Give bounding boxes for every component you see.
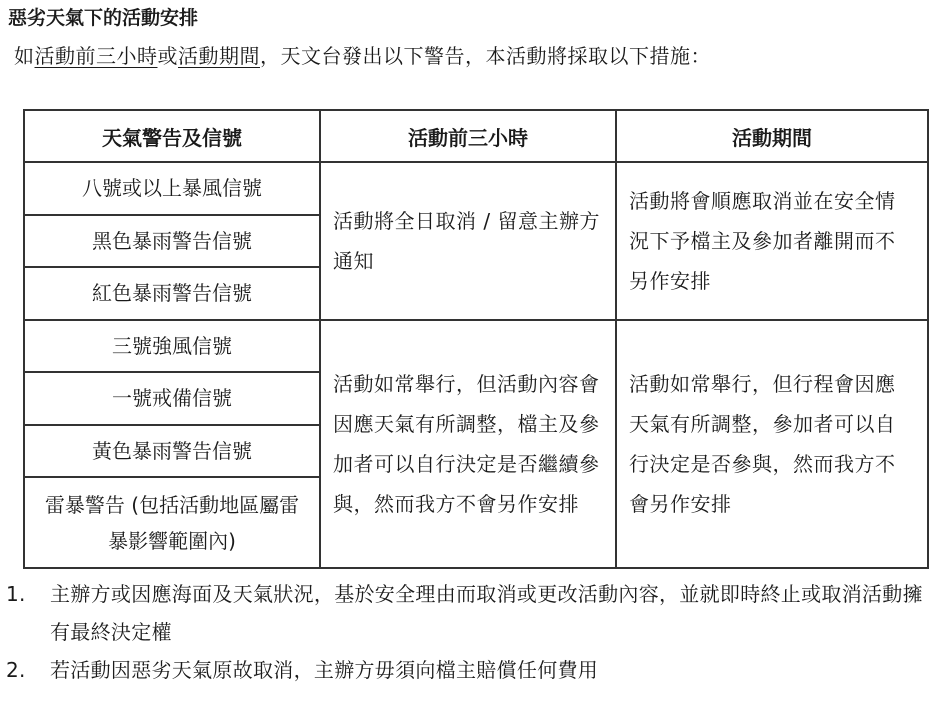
table-row bbox=[24, 320, 928, 373]
intro-underlined-during: 活動期間 bbox=[178, 44, 260, 68]
page-title: 惡劣天氣下的活動安排 bbox=[8, 7, 199, 29]
note-number: 2. bbox=[6, 658, 26, 682]
intro-text: ，天文台發出以下警告，本活動將採取以下措施： bbox=[260, 44, 711, 68]
table-row bbox=[24, 162, 928, 215]
signal-cell: 三號強風信號 bbox=[24, 320, 320, 373]
action-during-cell: 活動如常舉行，但行程會因應天氣有所調整，參加者可以自行決定是否參與，然而我方不會另作安排 bbox=[616, 320, 928, 568]
signal-cell: 黑色暴雨警告信號 bbox=[24, 215, 320, 268]
signal-cell: 紅色暴雨警告信號 bbox=[24, 267, 320, 320]
signal-cell: 雷暴警告 (包括活動地區屬雷暴影響範圍內) bbox=[24, 477, 320, 568]
note-number: 1. bbox=[6, 582, 26, 606]
list-item bbox=[6, 651, 926, 689]
list-item bbox=[6, 575, 926, 651]
header-during-event: 活動期間 bbox=[616, 110, 928, 162]
intro-underlined-before: 活動前三小時 bbox=[34, 44, 158, 68]
note-text: 主辦方或因應海面及天氣狀況，基於安全理由而取消或更改活動內容，並就即時終止或取消活動擁有最終決定權 bbox=[50, 582, 923, 644]
intro-paragraph bbox=[14, 42, 711, 70]
intro-text: 如 bbox=[14, 44, 35, 68]
action-before-cell: 活動將全日取消 / 留意主辦方通知 bbox=[320, 162, 616, 320]
table-header-row bbox=[24, 110, 928, 162]
note-text: 若活動因惡劣天氣原故取消，主辦方毋須向檔主賠償任何費用 bbox=[50, 658, 599, 682]
signal-cell: 八號或以上暴風信號 bbox=[24, 162, 320, 215]
header-three-hours-before: 活動前三小時 bbox=[320, 110, 616, 162]
notes-list bbox=[6, 575, 926, 689]
signal-cell: 一號戒備信號 bbox=[24, 372, 320, 425]
action-before-cell: 活動如常舉行，但活動內容會因應天氣有所調整，檔主及參加者可以自行決定是否繼續參與，然而我方不會另作安排 bbox=[320, 320, 616, 568]
signal-cell: 黃色暴雨警告信號 bbox=[24, 425, 320, 478]
intro-text: 或 bbox=[157, 44, 178, 68]
action-during-cell: 活動將會順應取消並在安全情況下予檔主及參加者離開而不另作安排 bbox=[616, 162, 928, 320]
header-weather-signal: 天氣警告及信號 bbox=[24, 110, 320, 162]
weather-arrangement-table bbox=[23, 109, 929, 569]
